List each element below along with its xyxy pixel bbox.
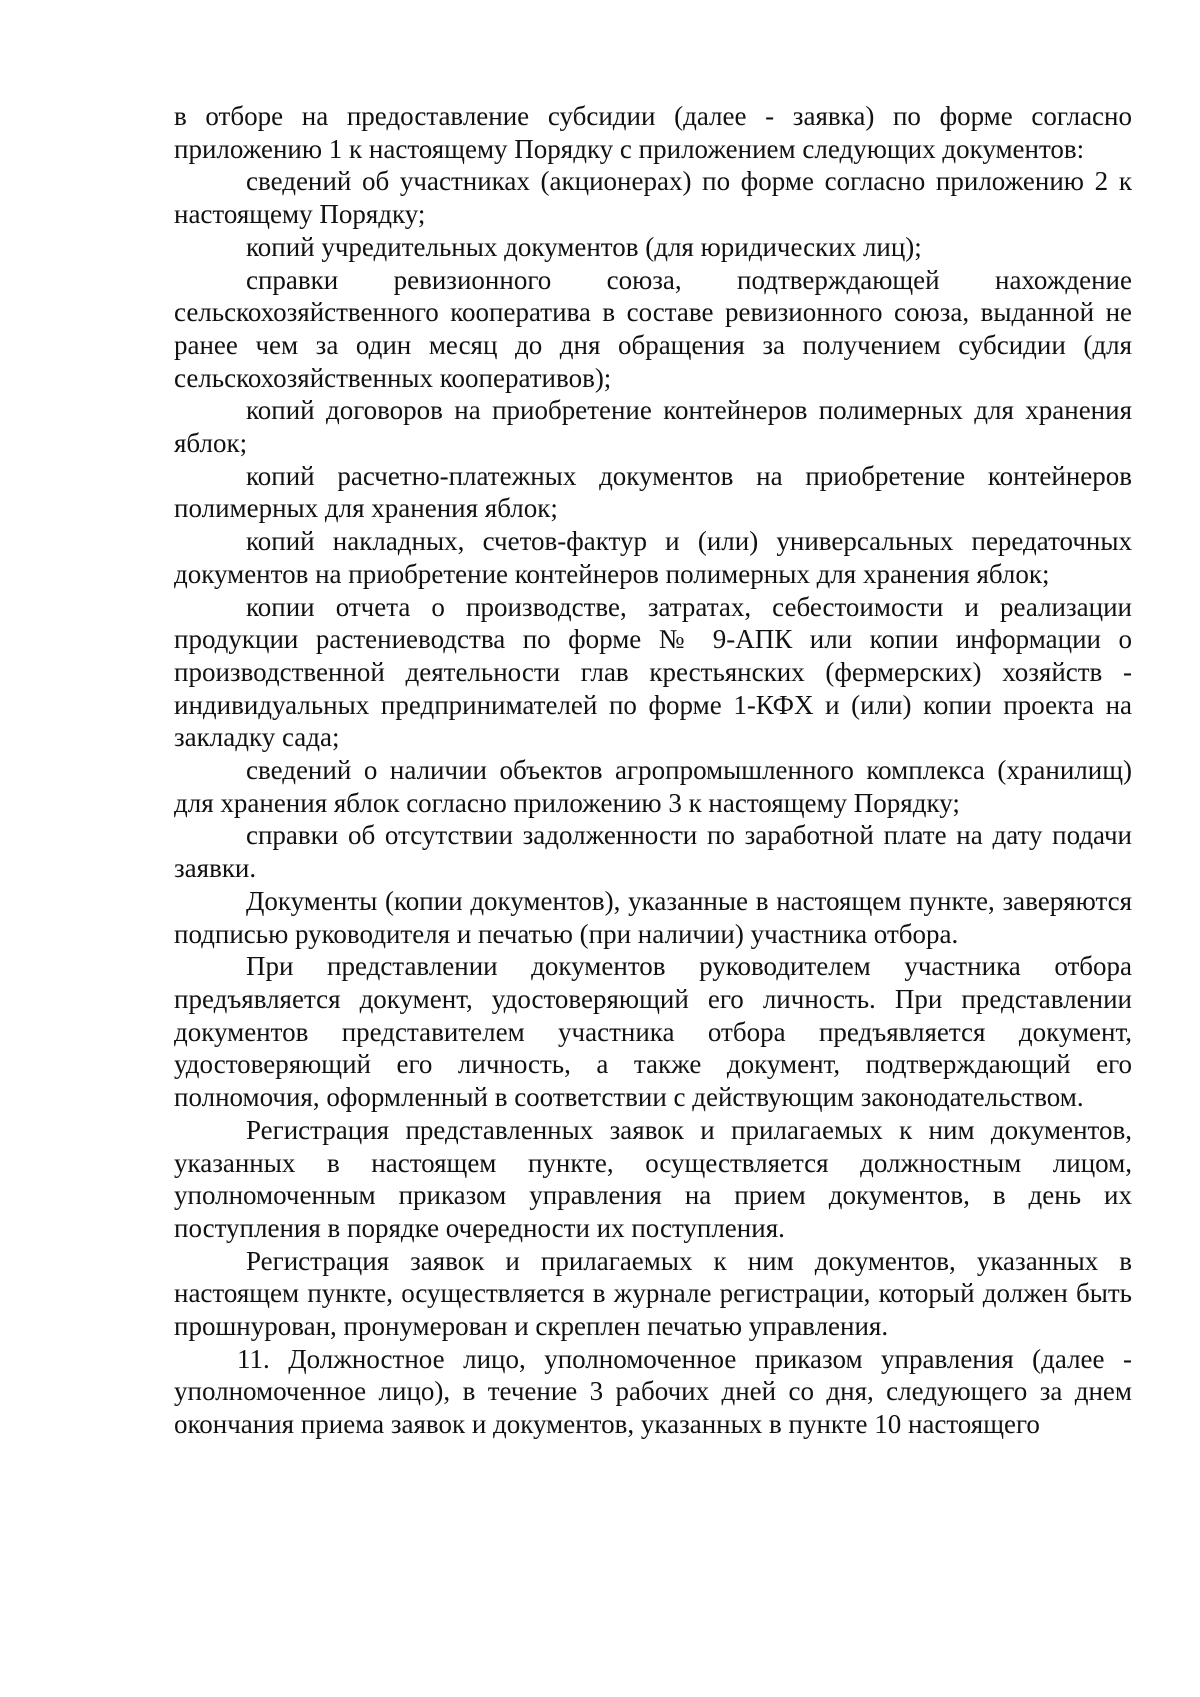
paragraph-no-wage-debt: справки об отсутствии задолженности по заработной плате на дату подачи заявки. — [174, 820, 1132, 884]
paragraph-payment-documents: копий расчетно-платежных документов на приобретение контейнеров полимерных для хранения яблок; — [174, 460, 1132, 524]
paragraph-audit-union-certificate: справки ревизионного союза, подтверждающей нахождение сельскохозяйственного кооператива в составе ревизионного союза, выданной не ранее чем за один месяц до дня обращения за получением субсидии (для сельскохозяйственных кооперативов); — [174, 264, 1132, 393]
paragraph-item-11: 11. Должностное лицо, уполномоченное приказом управления (далее - уполномоченное лицо), в течение 3 рабочих дней со дня, следующего за днем окончания приема заявок и документов, указанных в пункте 10 настоящего — [174, 1343, 1132, 1440]
paragraph-application-registration: Регистрация представленных заявок и прилагаемых к ним документов, указанных в настоящем пункте, осуществляется должностным лицом, уполномоченным приказом управления на прием документов, в день их поступления в порядке очередности их поступления. — [174, 1114, 1132, 1243]
paragraph-identity-presentation: При представлении документов руководителем участника отбора предъявляется документ, удостоверяющий его личность. При представлении документов представителем участника отбора предъявляется документ, удостоверяющий его личность, а также документ, подтверждающий его полномочия, оформленный в соответствии с действующим законодательством. — [174, 951, 1132, 1113]
paragraph-production-report: копии отчета о производстве, затратах, себестоимости и реализации продукции растениеводства по форме № 9-АПК или копии информации о производственной деятельности глав крестьянских (фермерских) хозяйств - индивидуальных предпринимателей по форме 1-КФХ и (или) копии проекта на закладку сада; — [174, 591, 1132, 753]
paragraph-registration-journal: Регистрация заявок и прилагаемых к ним документов, указанных в настоящем пункте, осуществляется в журнале регистрации, который должен быть прошнурован, пронумерован и скреплен печатью управления. — [174, 1245, 1132, 1342]
paragraph-participants-info: сведений об участниках (акционерах) по форме согласно приложению 2 к настоящему Порядку; — [174, 166, 1132, 230]
paragraph-invoices: копий накладных, счетов-фактур и (или) универсальных передаточных документов на приобретение контейнеров полимерных для хранения яблок; — [174, 526, 1132, 589]
paragraph-continuation: в отборе на предоставление субсидии (далее - заявка) по форме согласно приложению 1 к настоящему Порядку с приложением следующих документов: — [174, 101, 1132, 164]
paragraph-founding-documents: копий учредительных документов (для юридических лиц); — [246, 231, 922, 262]
paragraph-container-contracts: копий договоров на приобретение контейнеров полимерных для хранения яблок; — [174, 395, 1132, 459]
document-body — [174, 100, 1132, 1441]
paragraph-storage-facilities: сведений о наличии объектов агропромышленного комплекса (хранилищ) для хранения яблок согласно приложению 3 к настоящему Порядку; — [174, 755, 1132, 818]
paragraph-document-certification: Документы (копии документов), указанные в настоящем пункте, заверяются подписью руководителя и печатью (при наличии) участника отбора. — [174, 885, 1132, 949]
